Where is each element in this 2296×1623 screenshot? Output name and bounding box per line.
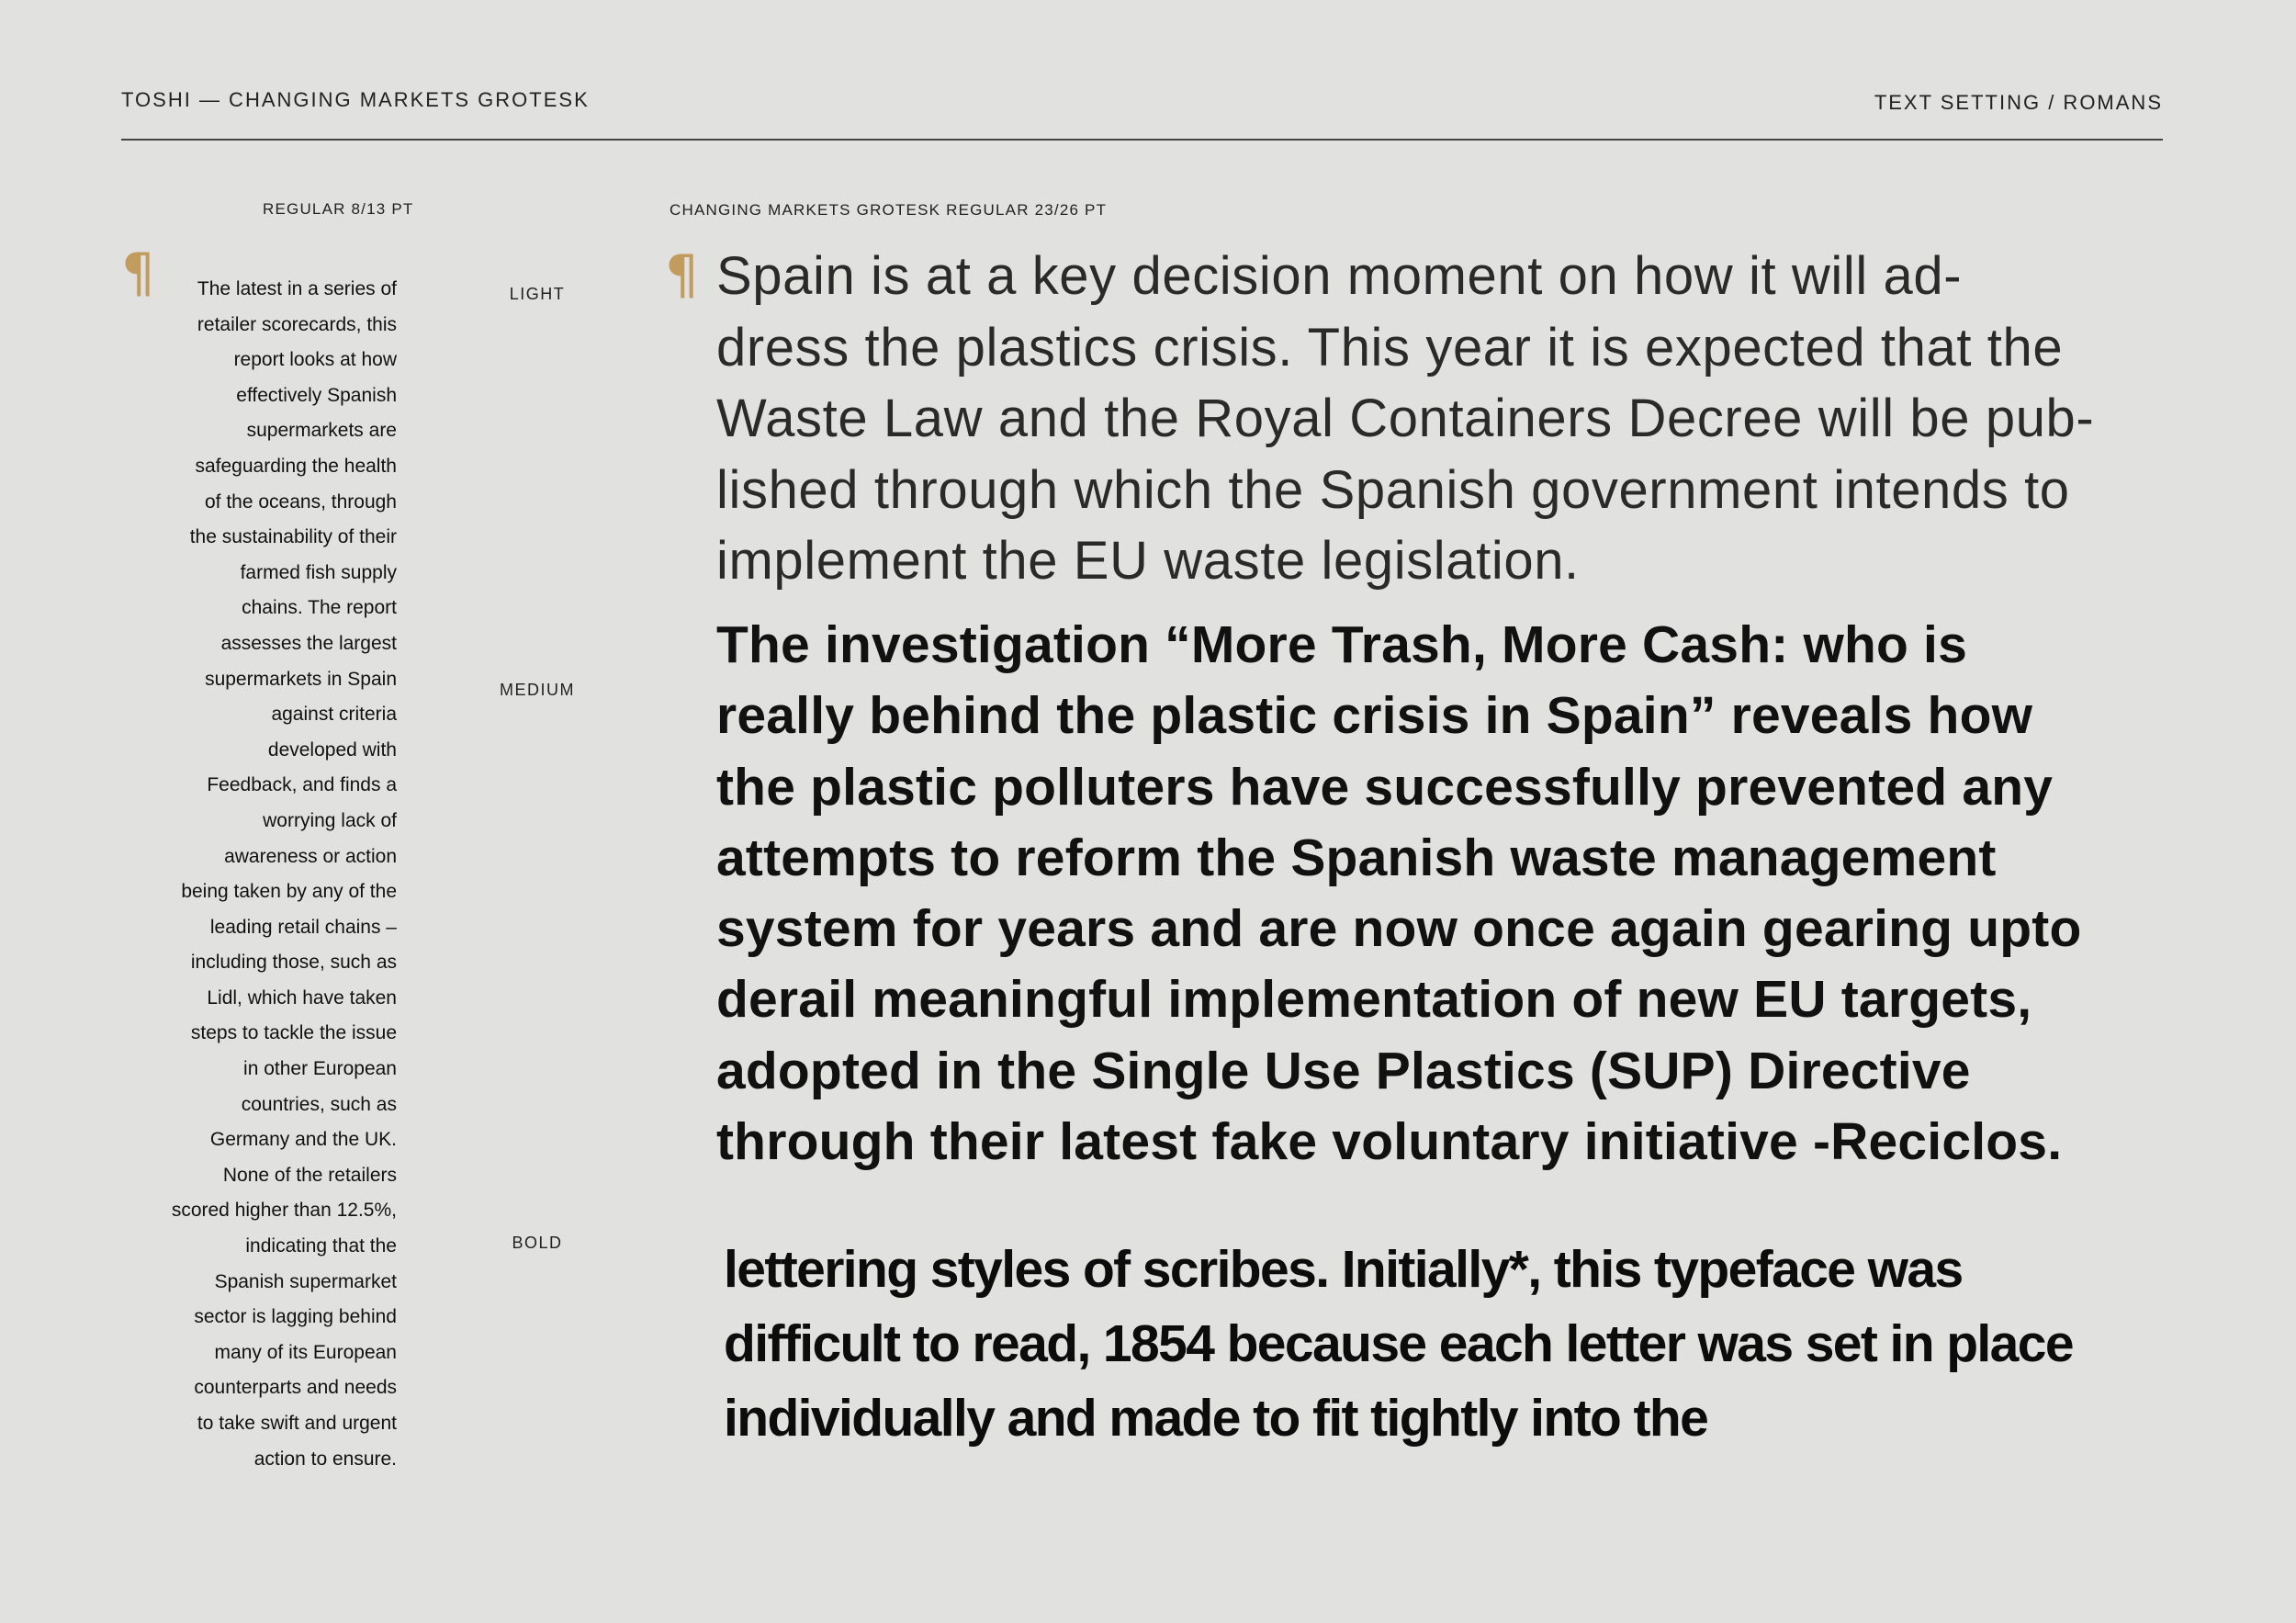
sidebar-paragraph bbox=[156, 272, 397, 1477]
bold-line: individually and made to fit tightly into the bbox=[724, 1389, 1708, 1448]
medium-line: attempts to reform the Spanish waste management bbox=[716, 828, 1997, 887]
sidebar-line: sector is lagging behind bbox=[194, 1306, 397, 1328]
header-title-right: TEXT SETTING / ROMANS bbox=[1874, 91, 2163, 114]
sidebar-line: action to ensure. bbox=[253, 1448, 397, 1470]
sidebar-line: the sustainability of their bbox=[189, 526, 397, 548]
sidebar-style-label: REGULAR 8/13 PT bbox=[263, 200, 414, 218]
weight-label-bold: BOLD bbox=[512, 1234, 563, 1252]
sidebar-line: Lidl, which have taken bbox=[207, 986, 397, 1009]
weight-label-medium: MEDIUM bbox=[500, 681, 575, 699]
sidebar-line: None of the retailers bbox=[222, 1164, 397, 1186]
sidebar-line: counterparts and needs bbox=[194, 1377, 397, 1399]
sidebar-line: assesses the largest bbox=[220, 632, 397, 654]
light-line: Waste Law and the Royal Containers Decree will be pub- bbox=[716, 389, 2095, 448]
sidebar-line: Feedback, and finds a bbox=[207, 774, 397, 796]
light-line: implement the EU waste legislation. bbox=[716, 531, 1580, 591]
sidebar-line: farmed fish supply bbox=[240, 561, 397, 583]
main-style-label: CHANGING MARKETS GROTESK REGULAR 23/26 PT bbox=[670, 201, 1108, 219]
medium-line: adopted in the Single Use Plastics (SUP) Directive bbox=[716, 1041, 1971, 1100]
sidebar-line: supermarkets in Spain bbox=[205, 668, 397, 690]
bold-line: difficult to read, 1854 because each letter was set in place bbox=[724, 1314, 2073, 1373]
medium-line: through their latest fake voluntary initiative -Reciclos. bbox=[716, 1112, 2063, 1172]
sidebar-line: retailer scorecards, this bbox=[197, 313, 397, 335]
sidebar-line: Germany and the UK. bbox=[209, 1129, 397, 1151]
sidebar-pilcrow-icon: ¶ bbox=[121, 242, 155, 304]
bold-line: lettering styles of scribes. Initially*, this typeface was bbox=[724, 1240, 1963, 1299]
light-line: dress the plastics crisis. This year it is expected that the bbox=[716, 317, 2064, 378]
sidebar-line: indicating that the bbox=[245, 1235, 397, 1257]
sidebar-line: Spanish supermarket bbox=[214, 1270, 397, 1292]
sidebar-line: steps to tackle the issue bbox=[190, 1022, 397, 1044]
sidebar-line: to take swift and urgent bbox=[197, 1413, 397, 1434]
sidebar-line: including those, such as bbox=[190, 952, 397, 974]
sidebar-line: awareness or action bbox=[224, 845, 397, 867]
sidebar-line: of the oceans, through bbox=[205, 490, 397, 513]
sidebar-line: report looks at how bbox=[233, 349, 397, 371]
sidebar-line: chains. The report bbox=[242, 597, 397, 619]
header-divider bbox=[121, 139, 2163, 141]
sidebar-line: scored higher than 12.5%, bbox=[171, 1200, 397, 1222]
paragraph-bold bbox=[724, 1233, 2156, 1456]
sidebar-line: safeguarding the health bbox=[195, 455, 397, 477]
sidebar-line: The latest in a series of bbox=[197, 278, 397, 299]
sidebar-line: leading retail chains – bbox=[209, 916, 397, 938]
main-pilcrow-icon: ¶ bbox=[665, 243, 699, 306]
sidebar-line: countries, such as bbox=[241, 1093, 397, 1115]
medium-line: the plastic polluters have successfully prevented any bbox=[716, 757, 2054, 817]
paragraph-light bbox=[716, 241, 2149, 597]
sidebar-line: many of its European bbox=[214, 1341, 397, 1363]
light-line: lished through which the Spanish government intends to bbox=[716, 459, 2070, 520]
sidebar-line: supermarkets are bbox=[246, 420, 397, 442]
medium-line: system for years and are now once again gearing upto bbox=[716, 899, 2082, 959]
weight-label-light: LIGHT bbox=[509, 285, 566, 303]
medium-line: The investigation “More Trash, More Cash: who is bbox=[716, 615, 1967, 674]
sidebar-line: developed with bbox=[267, 738, 397, 761]
light-line: Spain is at a key decision moment on how it will ad- bbox=[716, 246, 1963, 306]
sidebar-line: worrying lack of bbox=[263, 809, 397, 831]
medium-line: really behind the plastic crisis in Spain” reveals how bbox=[716, 686, 2033, 746]
paragraph-medium bbox=[716, 610, 2149, 1178]
sidebar-line: being taken by any of the bbox=[181, 881, 397, 903]
sidebar-line: against criteria bbox=[271, 704, 397, 726]
header-title-left: TOSHI — CHANGING MARKETS GROTESK bbox=[121, 88, 590, 111]
sidebar-line: in other European bbox=[243, 1058, 397, 1080]
medium-line: derail meaningful implementation of new EU targets, bbox=[716, 970, 2032, 1030]
sidebar-line: effectively Spanish bbox=[236, 384, 397, 406]
